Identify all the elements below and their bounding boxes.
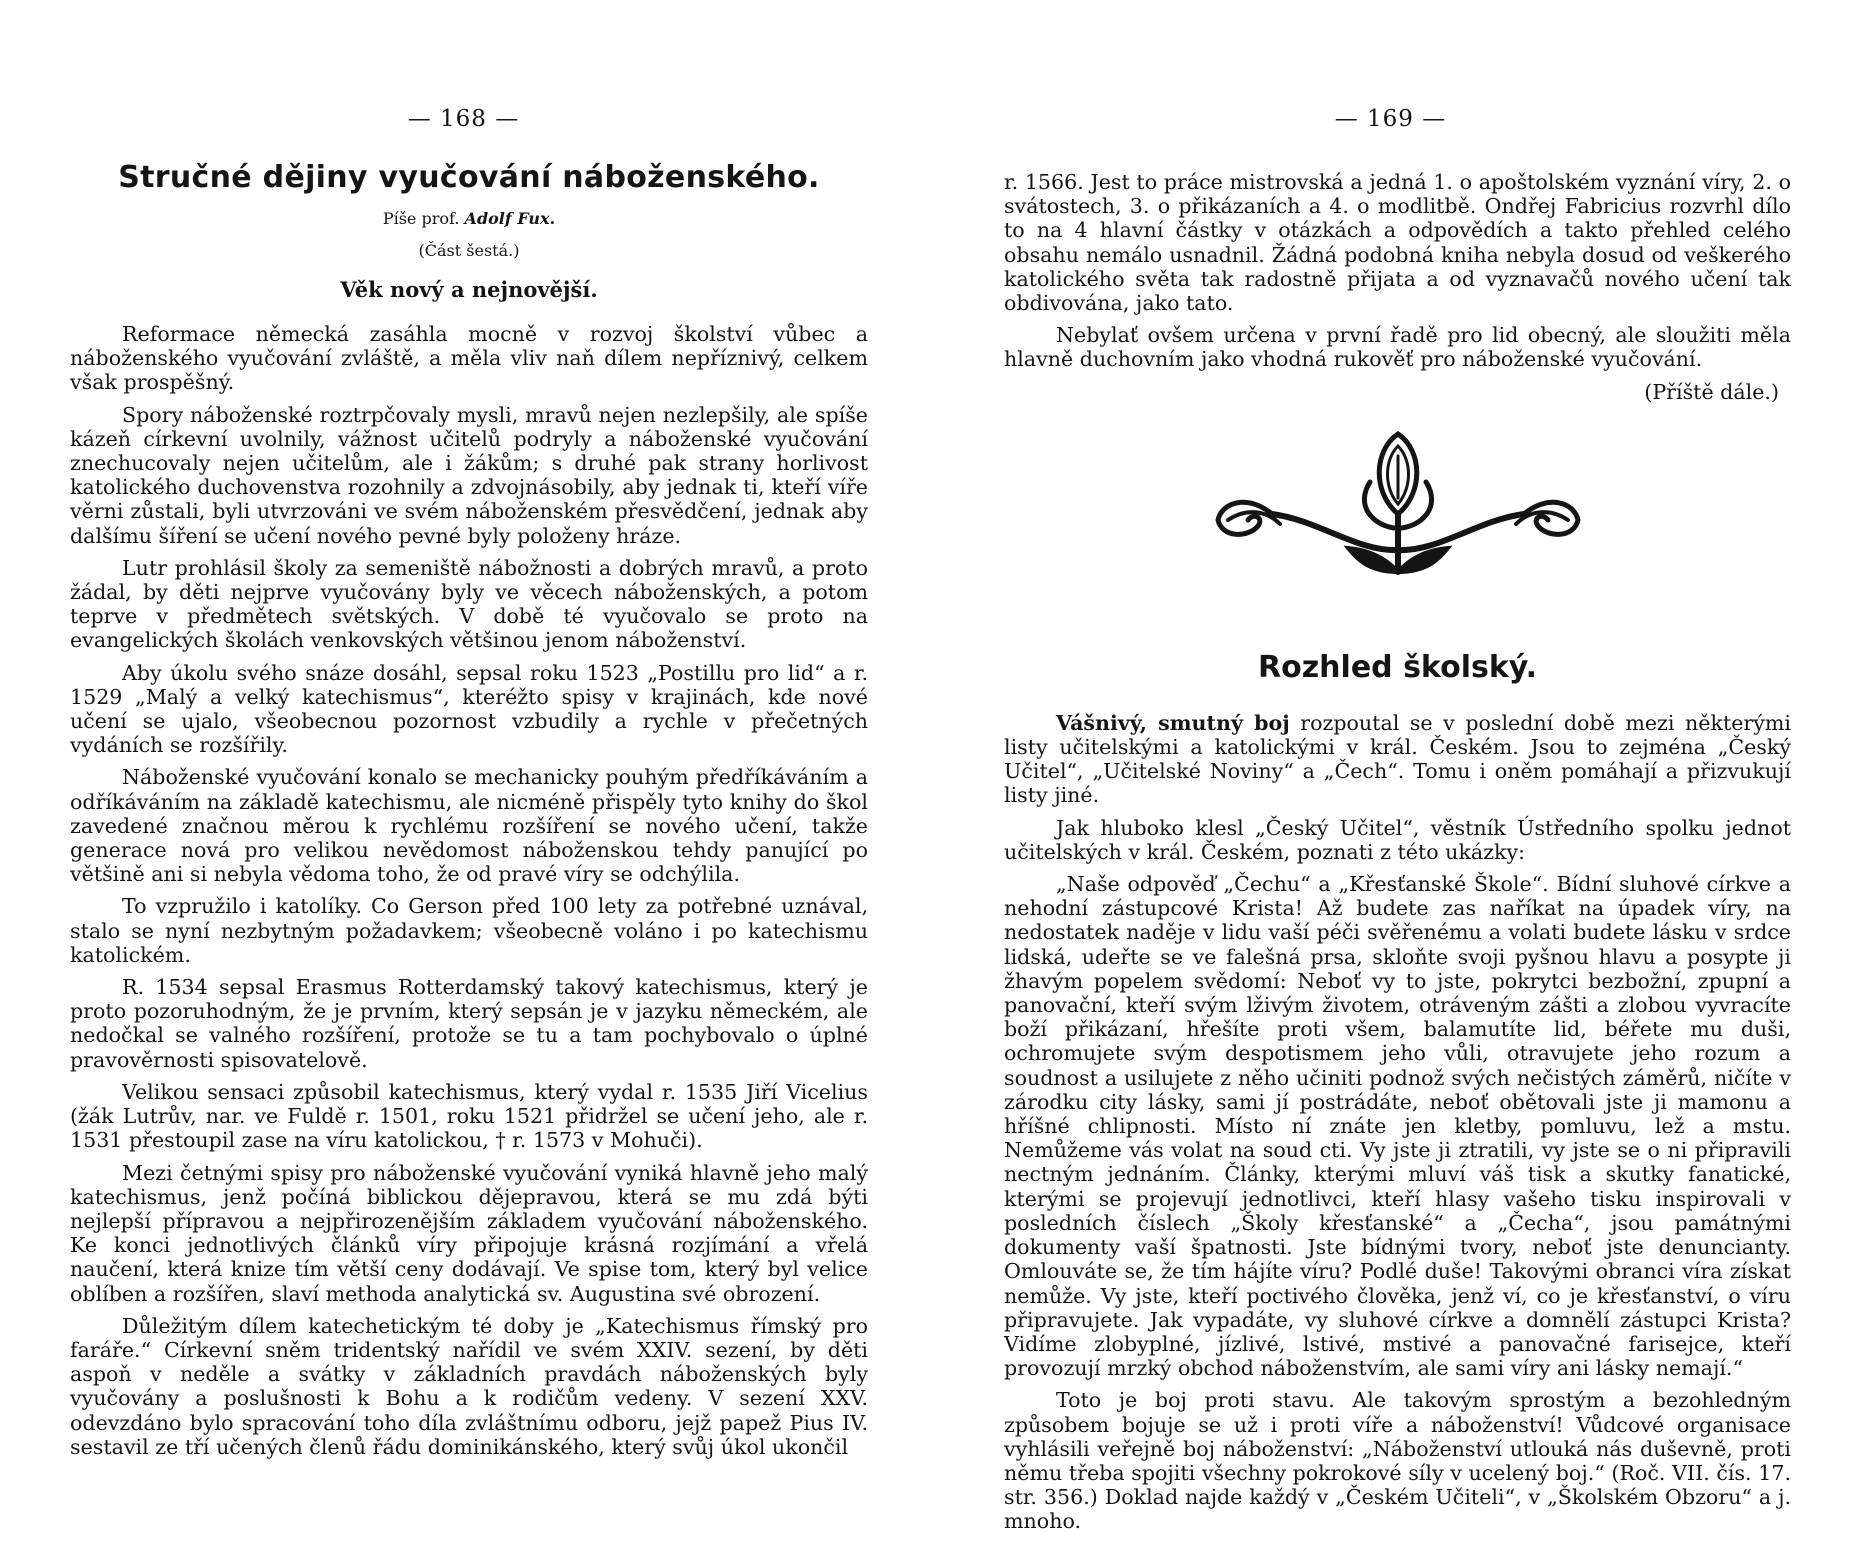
byline-author: Adolf Fux. — [464, 209, 556, 228]
continued-note: (Příště dále.) — [1644, 379, 1779, 404]
paragraph: Důležitým dílem katechetickým té doby je „Katechismus římský pro faráře.“ Církevní sněm tridentský nařídil ve svém XXIV. sezení, by děti aspoň v neděle a svátky v základních pravdách náboženských byly vyučovány a poslušnosti k Bohu a k rodičům vedeny. V sezení XXV. odevzdáno bylo spracování toho díla zvláštnímu odboru, jejž papež Pius IV. sestavil ze tří učených členů řádu dominikánského, který svůj úkol ukončil — [70, 1313, 868, 1459]
page-number-right: — 169 — — [1334, 106, 1447, 132]
paragraph: R. 1534 sepsal Erasmus Rotterdamský takový katechismus, který je proto pozoruhodným, že je prvním, který sepsán je v jazyku německém, ale nedočkal se valného rozšíření, protože se tu a tam pochybovalo o úplné pravověrnosti spisovatelově. — [70, 975, 868, 1072]
right-page — [927, 0, 1854, 1534]
paragraph: To vzpružilo i katolíky. Co Gerson před 100 lety za potřebné uznával, stalo se nyní nezbytným požadavkem; všeobecně voláno i po katechismu katolickém. — [70, 894, 868, 967]
section-title: Věk nový a nejnovější. — [340, 277, 598, 302]
paragraph: Jak hluboko klesl „Český Učitel“, věstník Ústředního spolku jednot učitelských v král. Českém, poznati z této ukázky: — [1004, 815, 1791, 864]
lotus-ornament-icon — [1004, 422, 1791, 590]
lead-phrase: Vášnivý, smutný boj — [1056, 710, 1290, 735]
byline — [70, 209, 868, 228]
paragraph: Reformace německá zasáhla mocně v rozvoj školství vůbec a náboženského vyučování zvláště, a měla vliv naň dílem nepříznivý, celkem však prospěšný. — [70, 322, 868, 395]
paragraph: Nebylať ovšem určena v první řadě pro lid obecný, ale sloužiti měla hlavně duchovním jako vhodná rukověť pro náboženské vyučování. — [1004, 323, 1791, 372]
byline-prefix: Píše prof. — [382, 209, 460, 228]
right-column — [1004, 170, 1791, 1542]
left-page — [0, 0, 927, 1500]
part-label: (Část šestá.) — [418, 241, 520, 260]
paragraph: Spory náboženské roztrpčovaly mysli, mravů nejen nezlepšily, ale spíše kázeň církevní uvolnily, vážnost učitelů podryly a náboženské vyučování znechucovaly nejen učitelům, ale i žákům; s druhé pak strany horlivost katolického duchovenstva rozohnily a zdvojnásobily, aby jednak ti, kteří víře věrni zůstali, byli utvrzováni ve svém náboženském přesvědčení, jednak aby dalšímu šíření se učení nového pevné byly položeny hráze. — [70, 402, 868, 548]
paragraph: Náboženské vyučování konalo se mechanicky pouhým předříkáváním a odříkáváním na základě katechismu, ale nicméně přispěly tyto knihy do škol zavedené značnou měrou k rychlému rozšíření se nového učení, takže generace nová pro velikou nevědomost náboženskou tehdy panující po většině ani si nebyla vědoma toho, že od pravé víry se odchýlila. — [70, 765, 868, 887]
quotation: „Naše odpověď „Čechu“ a „Křesťanské Škole“. Bídní sluhové církve a nehodní zástupcové Krista! Až budete zas naříkat na úpadek víry, na nedostatek naděje v lidu vaší péči svěřenému a volati budete lásku v srdce lidská, udeřte se ve falešná prsa, skloňte svoji pyšnou hlavu a posypte ji žhavým popelem svědomí: Neboť vy to jste, pokrytci bezbožní, zpupní a panovační, kteří svým lživým životem, otráveným zášti a zlobou vyvracíte boží přikázaní, hřešíte proti všem, balamutíte lid, béřete mu duši, ochromujete svým despotismem jeho vůli, otravujete jeho rozum a soudnost a usilujete z něho učiniti podnož svých nečistých záměrů, ničíte v zárodku city lásky, sami jí postrádáte, neboť obětovali jste ji mamonu a hříšné chlipnosti. Místo ní znáte jen kletby, pomluvu, lež a mstu. Nemůžeme vás volat na soud cti. Vy jste ji ztratili, vy jste se o ni připravili nectným jednáním. Články, kterými mluví váš tisk a skutky fanatické, kterými se projevují jednotlivci, kteří hlasy vašeho tisku inspirovali v posledních číslech „Školy křesťanské“ a „Čecha“, jsou památnými dokumenty vaší špatnosti. Jste bídnými tvory, neboť jste denuncianty. Omlouváte se, že tím hájíte víru? Podlé duše! Takovými obranci víra získat nemůže. Vy jste, kteří poctivého člověka, jenž ví, co je křesťanství, o víru připravujete. Jak vypadáte, vy sluhové církve a domnělí zástupci Krista? Vidíme zlobyplné, jízlivé, lstivé, mstivé a panovačné farisejce, kteří provozují mrzký obchod náboženstvím, ale sami víry ani lásky nemají.“ — [1004, 872, 1791, 1381]
paragraph: Toto je boj proti stavu. Ale takovým sprostým a bezohledným způsobem bojuje se už i proti víře a náboženství! Vůdcové organisace vyhlásili veřejně boj náboženství: „Náboženství utlouká nás duševně, proti němu třeba spojiti všechny pokrokové síly v ucelený boj.“ (Roč. VII. čís. 17. str. 356.) Doklad najde každý v „Českém Učiteli“, v „Školském Obzoru“ a j. mnoho. — [1004, 1388, 1791, 1534]
article-title: Stručné dějiny vyučování náboženského. — [118, 160, 820, 195]
lead-paragraph-text: rozpoutal se v poslední době mezi některými listy učitelskými a katolickými v král. Českém. Jsou to zejména „Český Učitel“, „Učitelské Noviny“ a „Čech“. Tomu i oněm pomáhají a přizvukují listy jiné. — [1004, 710, 1791, 808]
page-number-left: — 168 — — [407, 106, 520, 132]
paragraph: r. 1566. Jest to práce mistrovská a jedná 1. o apoštolském vyznání víry, 2. o svátostech, 3. o přikázaních a 4. o modlitbě. Ondřej Fabricius rozvrhl dílo to na 4 hlavní částky v otázkách a odpovědích a takto přehled celého obsahu nemálo usnadnil. Žádná podobná kniha nebyla dosud od veškerého katolického světa tak radostně přijata a od vyznavačů nového učení tak obdivována, jako tato. — [1004, 170, 1791, 316]
paragraph — [1004, 711, 1791, 808]
paragraph: Lutr prohlásil školy za semeniště nábožnosti a dobrých mravů, a proto žádal, by děti nejprve vyučovány byly ve věcech náboženských, a potom teprve v předmětech světských. V době té vyučovalo se proto na evangelických školách venkovských většinou jenom náboženství. — [70, 555, 868, 653]
paragraph: Mezi četnými spisy pro náboženské vyučování vyniká hlavně jeho malý katechismus, jenž počíná biblickou dějepravou, která se mu zdá býti nejlepší přípravou a nejpřirozenějším základem vyučování náboženského. Ke konci jednotlivých článků víry připojuje krásná rozjímání a vřelá naučení, která knize tím větší ceny dodávají. Ve spise tom, který byl velice oblíben a rozšířen, slaví methoda analytická sv. Augustina své obrození. — [70, 1160, 868, 1306]
paragraph: Aby úkolu svého snáze dosáhl, sepsal roku 1523 „Postillu pro lid“ a r. 1529 „Malý a velký katechismus“, kteréžto spisy v krajinách, kde nové učení se ujalo, všeobecnou pozornost vzbudily a rychle v přečetných vydáních se rozšířily. — [70, 660, 868, 758]
left-column — [70, 160, 868, 1467]
section-heading: Rozhled školský. — [1258, 649, 1537, 685]
paragraph: Velikou sensaci způsobil katechismus, který vydal r. 1535 Jiří Vicelius (žák Lutrův, nar. ve Fuldě r. 1501, roku 1521 přidržel se učení jeho, ale r. 1531 přestoupil zase na víru katolickou, † r. 1573 v Mohuči). — [70, 1079, 868, 1153]
